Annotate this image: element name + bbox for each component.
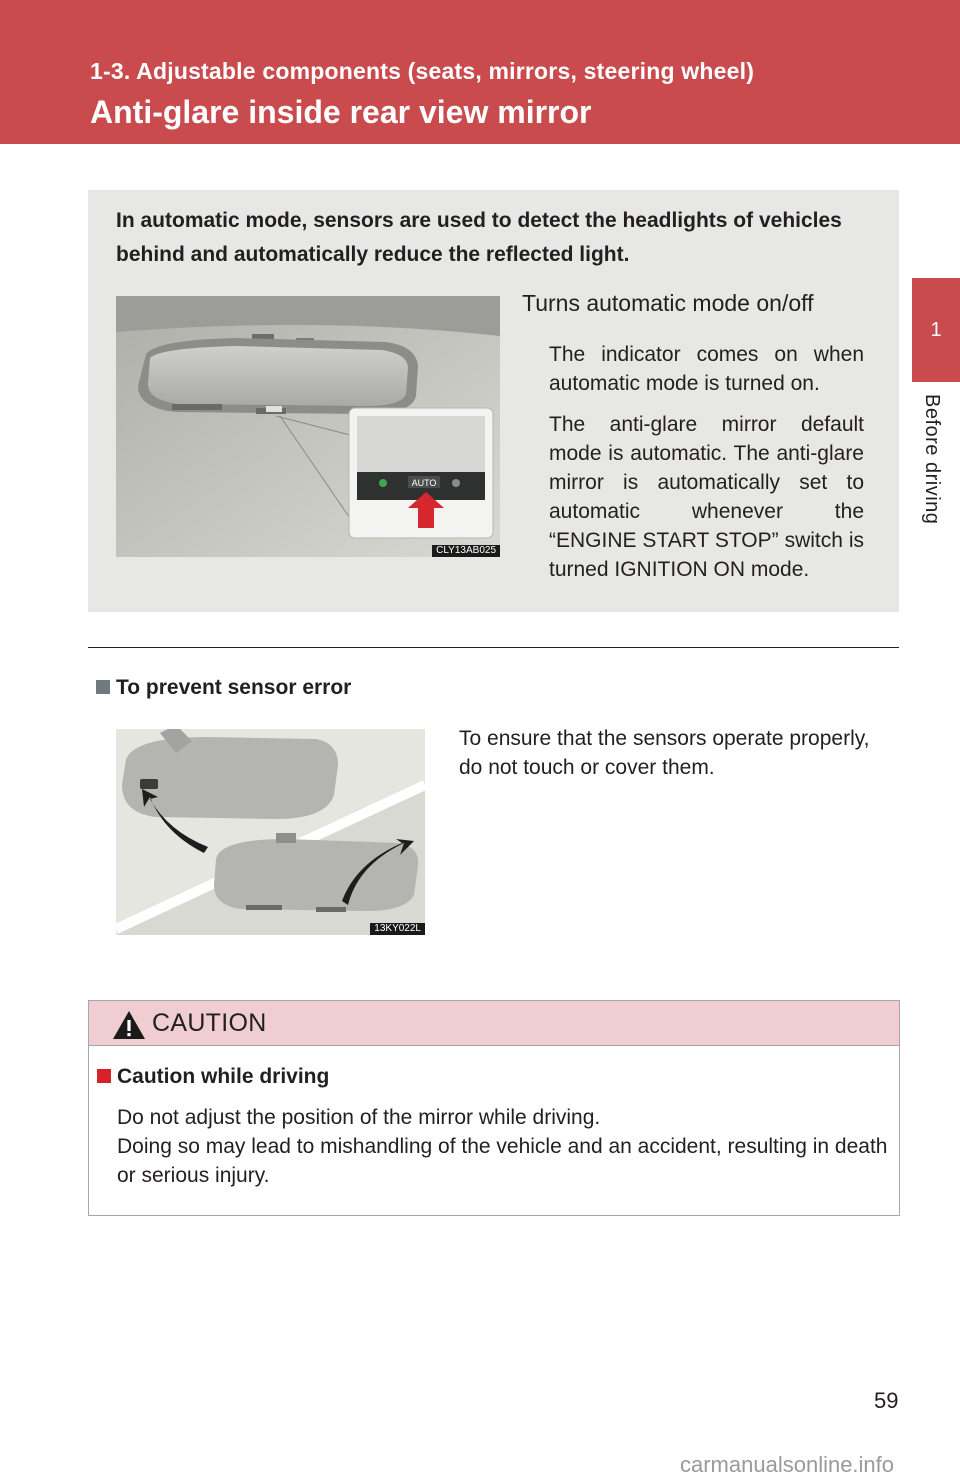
auto-button-label: AUTO: [411, 478, 437, 488]
caution-label: CAUTION: [152, 1009, 267, 1037]
caution-subheading: [97, 1065, 329, 1089]
watermark[interactable]: carmanualsonline.info: [680, 1452, 895, 1477]
page-title: Anti-glare inside rear view mirror: [90, 94, 592, 130]
figure-code: 13KY022L: [370, 923, 425, 935]
sensor-photo: [116, 729, 425, 935]
section-title: 1-3. Adjustable components (seats, mirrors, steering wheel): [90, 58, 755, 84]
mirror-photo: [116, 296, 500, 557]
figure-code: CLY13AB025: [432, 545, 500, 557]
intro-text: In automatic mode, sensors are used to detect the headlights of vehicles behind and automatically reduce the reflected light.: [116, 209, 842, 266]
page-header: [0, 0, 960, 144]
caution-header: [89, 1001, 899, 1046]
default-mode-paragraph: The anti-glare mirror default mode is automatic. The anti-glare mirror is automatically set to automatic whenever the “ENGINE START STOP” switch is turned IGNITION ON mode.: [549, 413, 864, 581]
section-divider: [88, 647, 899, 648]
page-number: 59: [874, 1388, 899, 1413]
caution-line-1: Do not adjust the position of the mirror while driving.: [117, 1106, 601, 1129]
sensor-heading: [96, 676, 351, 700]
square-bullet-icon: [96, 680, 110, 694]
indicator-paragraph: The indicator comes on when automatic mode is turned on.: [549, 343, 864, 395]
sensor-heading-text: To prevent sensor error: [116, 676, 352, 699]
square-bullet-icon: [97, 1069, 111, 1083]
sensor-text: To ensure that the sensors operate properly, do not touch or cover them.: [459, 727, 870, 779]
auto-mode-heading: Turns automatic mode on/off: [522, 290, 814, 316]
caution-line-2: Doing so may lead to mishandling of the vehicle and an accident, resulting in death or serious injury.: [117, 1135, 888, 1187]
mirror-illustration: [116, 296, 500, 557]
chapter-tab[interactable]: 1: [912, 278, 960, 382]
caution-body: [117, 1103, 897, 1190]
chapter-label: Before driving: [921, 394, 943, 525]
sensor-illustration: [116, 729, 425, 935]
warning-triangle-icon: [111, 1009, 147, 1041]
caution-subheading-text: Caution while driving: [117, 1065, 330, 1088]
caution-box: [88, 1000, 900, 1216]
